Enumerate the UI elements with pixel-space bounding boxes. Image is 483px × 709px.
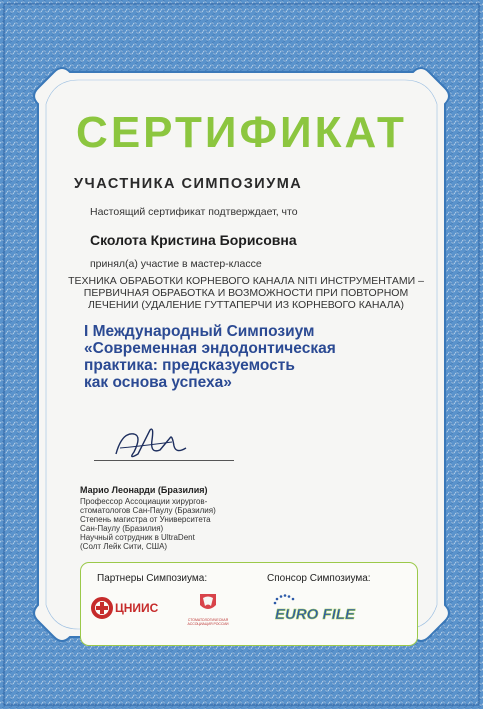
signature-icon: [112, 424, 192, 464]
accepted-text: принял(а) участие в мастер-классе: [90, 258, 262, 270]
symposium-line: «Современная эндодонтическая: [84, 340, 336, 357]
cniis-logo-text: ЦНИИС: [115, 601, 159, 615]
cniis-logo-icon: [91, 597, 113, 619]
partners-label: Партнеры Симпозиума:: [97, 573, 208, 584]
symposium-title: [84, 323, 414, 391]
symposium-line: I Международный Симпозиум: [84, 323, 315, 340]
confirm-text: Настоящий сертификат подтверждает, что: [90, 206, 298, 218]
sponsor-label: Спонсор Симпозиума:: [267, 573, 371, 584]
stom-assoc-caption: СТОМАТОЛОГИЧЕСКАЯ АССОЦИАЦИЯ РОССИИ: [187, 618, 229, 626]
certificate-title: СЕРТИФИКАТ: [76, 108, 407, 157]
course-title: ТЕХНИКА ОБРАБОТКИ КОРНЕВОГО КАНАЛА NITI ИНСТРУМЕНТАМИ – ПЕРВИЧНАЯ ОБРАБОТКА И ВОЗМОЖНОСТИ ПРИ ПОВТОРНОМ ЛЕЧЕНИИ (УДАЛЕНИЕ ГУТТАПЕРЧИ ИЗ КОРНЕВОГО КАНАЛА): [68, 275, 424, 311]
eu-stars-icon: [274, 594, 295, 604]
signatory-detail-line: стоматологов Сан-Паулу (Бразилия): [80, 506, 216, 515]
stom-assoc-emblem-icon: [198, 591, 218, 613]
certificate-subtitle: УЧАСТНИКА СИМПОЗИУМА: [74, 176, 303, 192]
signature-line: [94, 460, 234, 461]
symposium-line: как основа успеха»: [84, 374, 232, 391]
signatory-name: Марио Леонарди (Бразилия): [80, 485, 208, 495]
cniis-logo: [91, 597, 158, 619]
signatory-detail-line: Степень магистра от Университета: [80, 515, 211, 524]
participant-name: Сколота Кристина Борисовна: [90, 232, 297, 248]
signatory-detail-line: Профессор Ассоциации хирургов-: [80, 497, 208, 506]
eurofile-logo: [271, 593, 361, 627]
signatory-detail-line: (Солт Лейк Сити, США): [80, 542, 168, 551]
partners-box: [80, 562, 418, 646]
signatory-details: [80, 497, 280, 551]
certificate-content: [44, 72, 439, 692]
eurofile-logo-text: EURO FILE: [275, 606, 356, 623]
stom-assoc-logo: [185, 591, 231, 626]
symposium-line: практика: предсказуемость: [84, 357, 295, 374]
signatory-detail-line: Сан-Паулу (Бразилия): [80, 524, 164, 533]
signatory-detail-line: Научный сотрудник в UltraDent: [80, 533, 195, 542]
